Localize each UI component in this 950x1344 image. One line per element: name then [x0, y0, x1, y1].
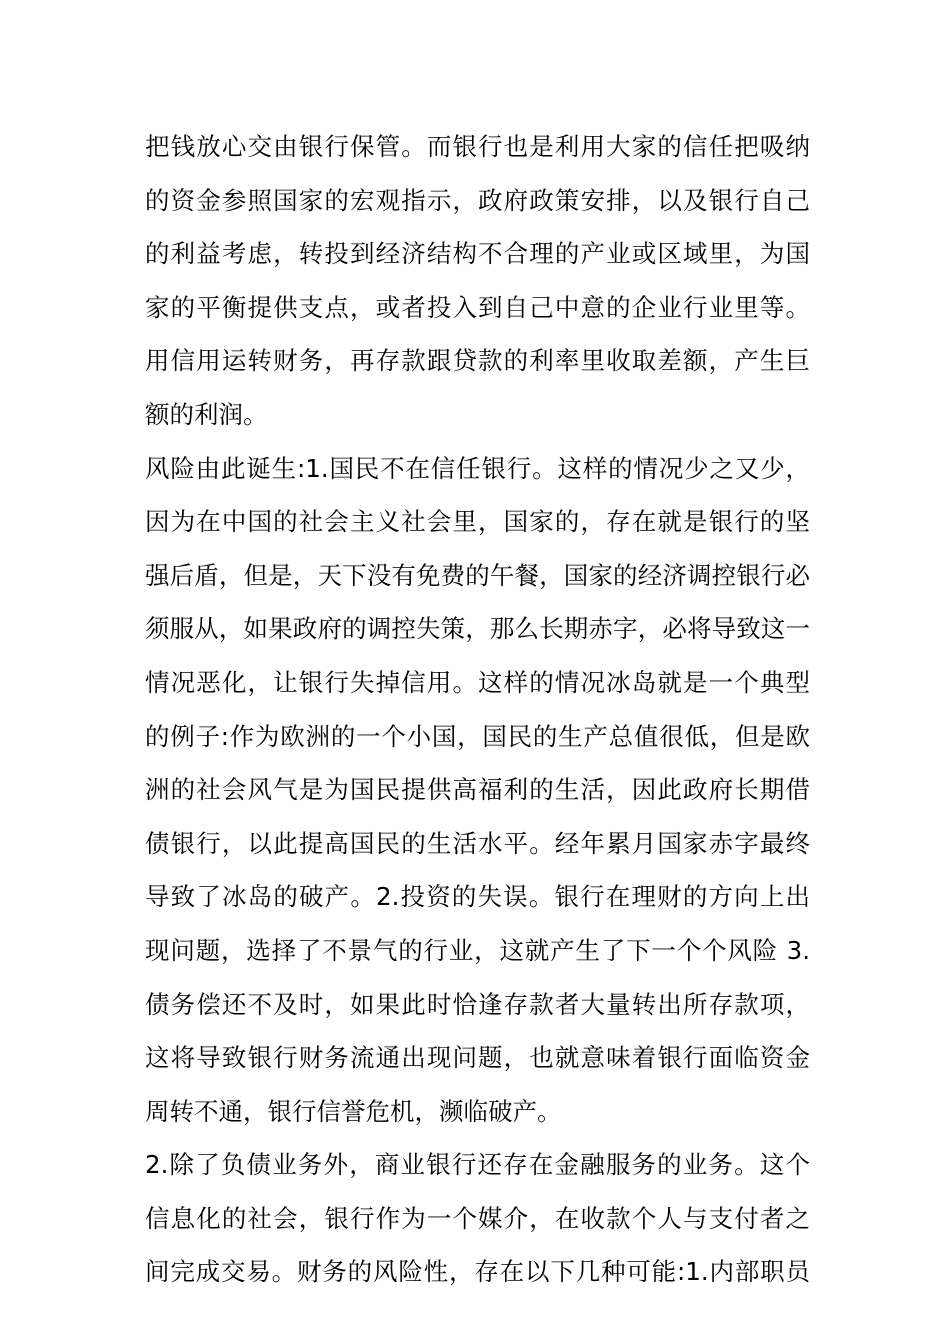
text-line: 现问题，选择了不景气的行业，这就产生了下一个个风险 3. [145, 935, 810, 965]
text-line: 信息化的社会，银行作为一个媒介，在收款个人与支付者之 [145, 1203, 810, 1233]
text-line: 强后盾，但是，天下没有免费的午餐，国家的经济调控银行必 [145, 560, 810, 590]
paragraph-3 [145, 1138, 810, 1299]
text-line: 间完成交易。财务的风险性，存在以下几种可能:1.内部职员 [145, 1257, 810, 1287]
paragraph-2 [145, 442, 810, 1139]
text-line: 须服从，如果政府的调控失策，那么长期赤字，必将导致这一 [145, 614, 810, 644]
text-line: 2.除了负债业务外，商业银行还存在金融服务的业务。这个 [145, 1150, 810, 1180]
text-line: 风险由此诞生:1.国民不在信任银行。这样的情况少之又少， [145, 453, 810, 483]
text-line: 洲的社会风气是为国民提供高福利的生活，因此政府长期借 [145, 775, 810, 805]
paragraph-1 [145, 120, 810, 442]
text-line: 情况恶化，让银行失掉信用。这样的情况冰岛就是一个典型 [145, 667, 810, 697]
text-line: 的资金参照国家的宏观指示，政府政策安排，以及银行自己 [145, 185, 810, 215]
document-body [145, 120, 810, 1299]
text-line: 这将导致银行财务流通出现问题，也就意味着银行面临资金 [145, 1043, 810, 1073]
text-line: 导致了冰岛的破产。2.投资的失误。银行在理财的方向上出 [145, 882, 810, 912]
text-line: 的利益考虑，转投到经济结构不合理的产业或区域里，为国 [145, 239, 810, 269]
text-line: 额的利润。 [145, 399, 268, 429]
text-line: 债银行，以此提高国民的生活水平。经年累月国家赤字最终 [145, 828, 810, 858]
text-line: 的例子:作为欧洲的一个小国，国民的生产总值很低，但是欧 [145, 721, 810, 751]
text-line: 用信用运转财务，再存款跟贷款的利率里收取差额，产生巨 [145, 346, 810, 376]
text-line: 把钱放心交由银行保管。而银行也是利用大家的信任把吸纳 [145, 132, 810, 161]
text-line: 因为在中国的社会主义社会里，国家的，存在就是银行的坚 [145, 507, 810, 537]
text-line: 家的平衡提供支点，或者投入到自己中意的企业行业里等。 [145, 292, 810, 322]
text-line: 债务偿还不及时，如果此时恰逢存款者大量转出所存款项， [145, 989, 810, 1019]
text-line: 周转不通，银行信誉危机，濒临破产。 [145, 1096, 562, 1126]
